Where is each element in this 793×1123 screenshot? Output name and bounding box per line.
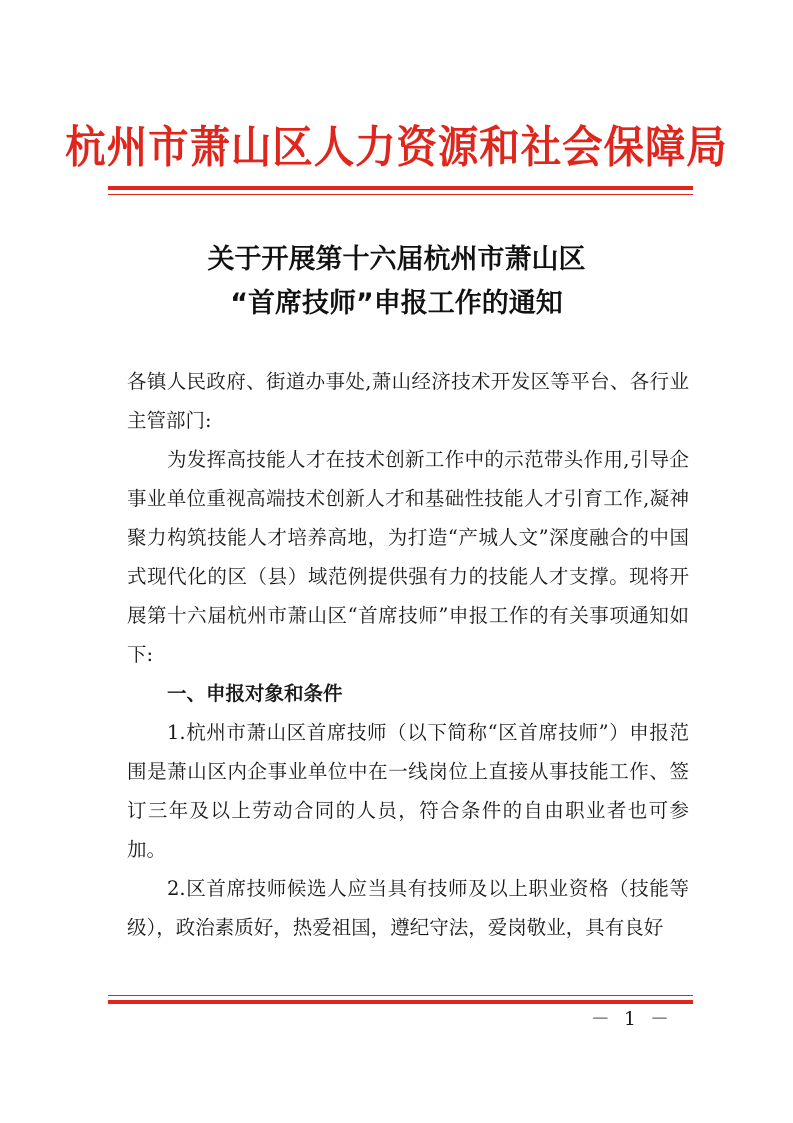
header-rule-thick xyxy=(108,186,693,190)
agency-masthead: 杭州市萧山区人力资源和社会保障局 xyxy=(65,122,728,173)
addressee: 各镇人民政府、街道办事处,萧山经济技术开发区等平台、各行业主管部门: xyxy=(127,370,689,432)
intro-paragraph: 为发挥高技能人才在技术创新工作中的示范带头作用,引导企事业单位重视高端技术创新人才和基础性技能人才引育工作,凝神聚力构筑技能人才培养高地，为打造“产城人文”深度融合的中国式现代化的区（县）域范例提供强有力的技能人才支撑。现将开展第十六届杭州市萧山区“首席技师”申报工作的有关事项通知如下: xyxy=(127,448,689,666)
document-title-line1: 关于开展第十六届杭州市萧山区 xyxy=(207,244,586,275)
document-title-line2: “首席技师”申报工作的通知 xyxy=(230,288,563,319)
item-1: 1.杭州市萧山区首席技师（以下简称“区首席技师”）申报范围是萧山区内企事业单位中在一线岗位上直接从事技能工作、签订三年及以上劳动合同的人员，符合条件的自由职业者也可参加。 xyxy=(127,721,689,861)
section-heading: 一、申报对象和条件 xyxy=(167,682,343,705)
item-2: 2.区首席技师候选人应当具有技师及以上职业资格（技能等级），政治素质好，热爱祖国，遵纪守法，爱岗敬业，具有良好 xyxy=(127,877,689,939)
page-number: － 1 － xyxy=(590,1008,673,1030)
footer-rule-thin xyxy=(108,995,693,996)
header-rule-thin xyxy=(108,194,693,195)
